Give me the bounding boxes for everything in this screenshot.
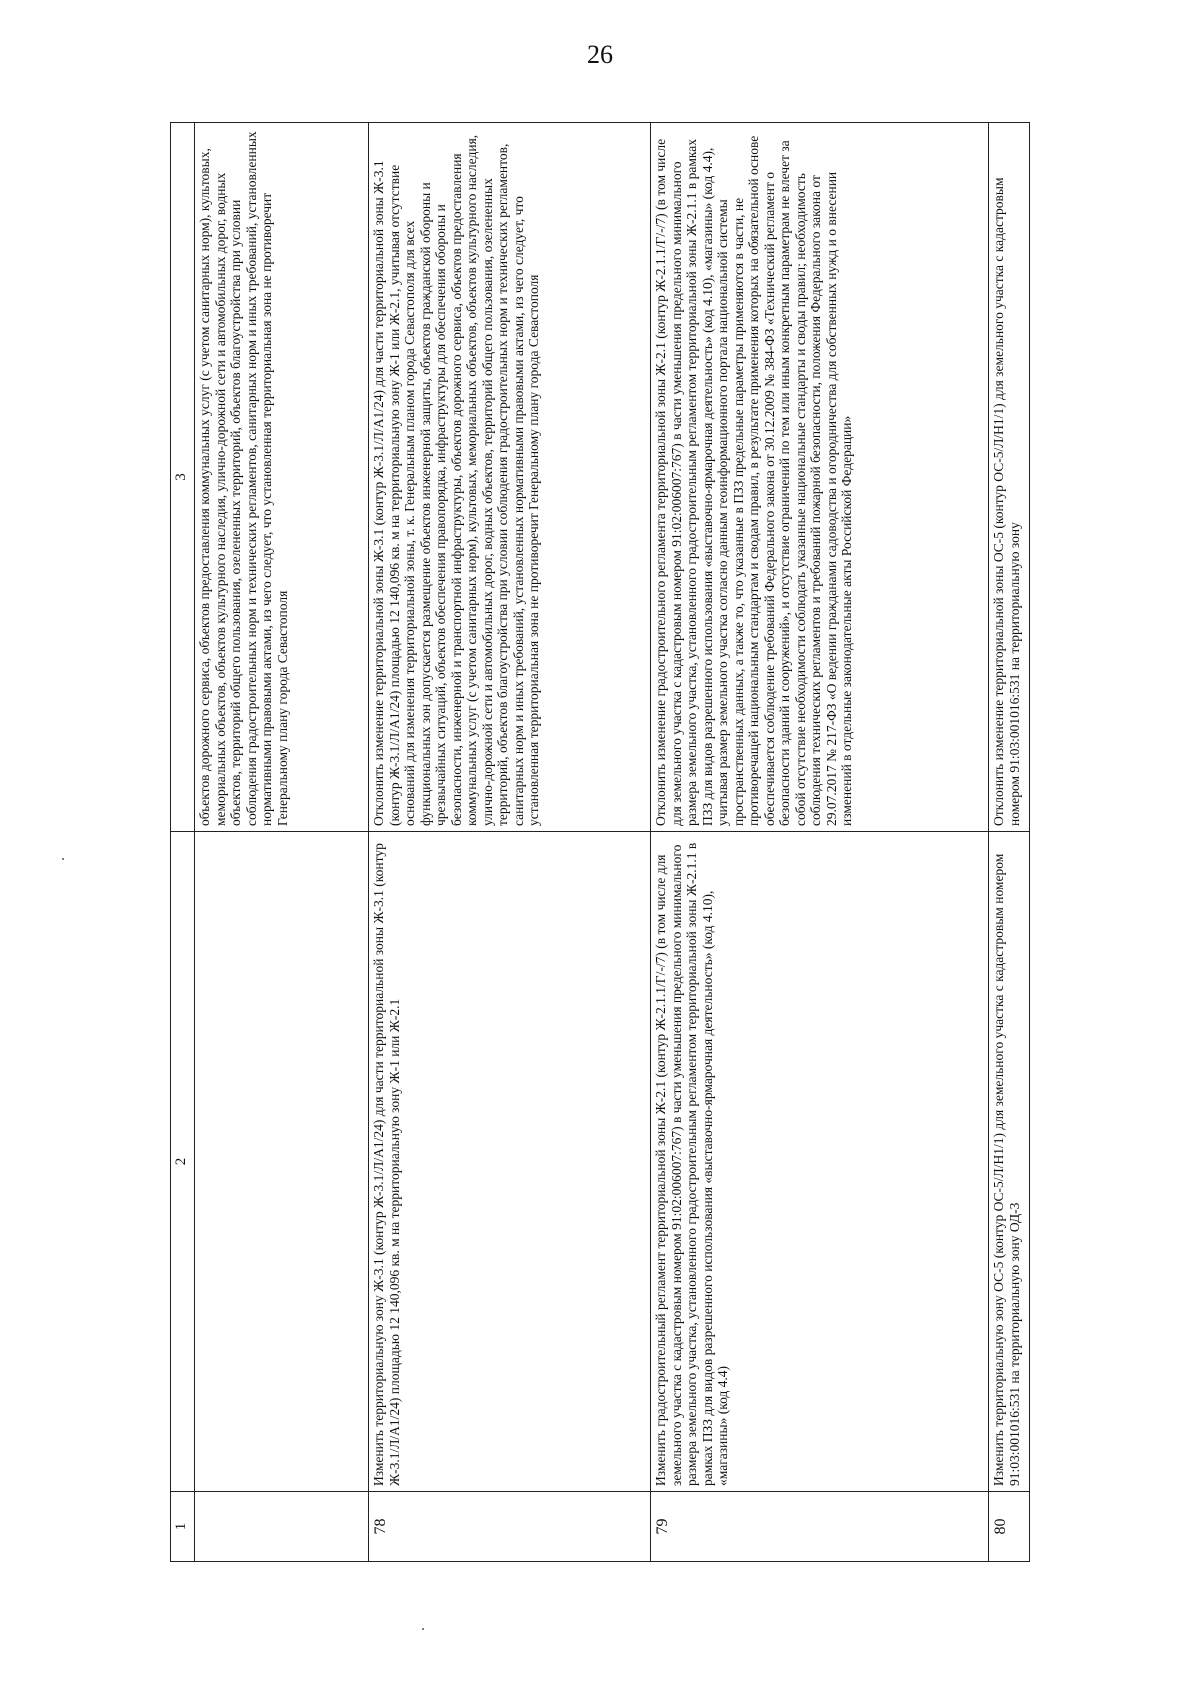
- table-header-row: [171, 123, 195, 1561]
- proposal-cell: Изменить градостроительный регламент территориальной зоны Ж-2.1 (контур Ж-2.1.1/Г/-/7) (в том числе для земельного участка с кадастровым номером 91:02:006007:767) в части уменьшения предельного минимального размера земельного участка, установленного градостроительным регламентом территориальной зоны Ж-2.1.1 в рамках ПЗЗ для видов разрешенного использования «выставочно-ярмарочная деятельность» (код 4.10), «магазины» (код 4.4): [651, 831, 988, 1491]
- table-row-continuation: [195, 123, 369, 1561]
- row-number: 78: [369, 1491, 650, 1561]
- header-col-2: 2: [171, 831, 194, 1491]
- proposal-cell: Изменить территориальную зону Ж-3.1 (контур Ж-3.1/Л/А1/24) для части территориальной зоны Ж-3.1 (контур Ж-3.1/Л/А1/24) площадью 12 140,096 кв. м на территориальную зону Ж-1 или Ж-2.1: [369, 831, 650, 1491]
- scan-speck: [62, 858, 64, 860]
- header-col-3: 3: [173, 473, 189, 481]
- decision-cell: объектов дорожного сервиса, объектов предоставления коммунальных услуг (с учетом санитарных норм), культовых, мемориальных объектов, объектов культурного наследия, улично-дорожной сети и автомобильных дорог, водных объектов, территорий общего пользования, озелененных территорий, объектов благоустройства при условии соблюдения градостроительных норм и технических регламентов, санитарных норм и иных требований, установленных нормативными правовыми актами, из чего следует, что установленная территориальная зона не противоречит Генеральному плану города Севастополя: [197, 131, 290, 826]
- header-col-1: 1: [171, 1491, 194, 1561]
- row-number: [195, 1491, 368, 1561]
- page-number: 26: [587, 40, 613, 69]
- proposal-cell: [195, 831, 368, 1491]
- table-row-80: [989, 123, 1029, 1561]
- row-number: 80: [989, 1491, 1029, 1561]
- proposal-cell: Изменить территориальную зону ОС-5 (контур ОС-5/Л/Н1/1) для земельного участка с кадастровым номером 91:03:001016:531 на территориальную зону ОД-3: [989, 831, 1029, 1491]
- table-row-78: [369, 123, 651, 1561]
- decisions-table: [170, 122, 1030, 1562]
- row-number: 79: [651, 1491, 988, 1561]
- rotated-table-frame: [170, 122, 1030, 1562]
- decision-cell: Отклонить изменение территориальной зоны ОС-5 (контур ОС-5/Л/Н1/1) для земельного участка с кадастровым номером 91:03:001016:531 на территориальную зону: [991, 177, 1022, 826]
- scan-speck: [422, 1628, 424, 1630]
- decision-cell: Отклонить изменение территориальной зоны Ж-3.1 (контур Ж-3.1/Л/А1/24) для части территориальной зоны Ж-3.1 (контур Ж-3.1/Л/А1/24) площадью 12 140,096 кв. м на территориальную зону Ж-1 или Ж-2.1, учитывая отсутствие оснований для изменения территориальной зоны, т. к. Генеральным планом города Севастополя для всех функциональных зон допускается размещение объектов инженерной защиты, объектов гражданской обороны и чрезвычайных ситуаций, объектов обеспечения правопорядка, инфраструктуры для обеспечения обороны и безопасности, инженерной и транспортной инфраструктуры, объектов дорожного сервиса, объектов предоставления коммунальных услуг (с учетом санитарных норм), культовых, мемориальных объектов, объектов культурного наследия, улично-дорожной сети и автомобильных дорог, водных объектов, территорий общего пользования, озелененных территорий, объектов благоустройства при условии соблюдения градостроительных норм и технических регламентов, санитарных норм и иных требований, установленных нормативными правовыми актами, из чего следует, что установленная территориальная зона не противоречит Генеральному плану города Севастополя: [371, 134, 541, 826]
- decision-cell: Отклонить изменение градостроительного регламента территориальной зоны Ж-2.1 (контур Ж-2.1.1/Г/-/7) (в том числе для земельного участка с кадастровым номером 91:02:006007:767) в части уменьшения предельного минимального размера земельного участка, установленного градостроительным регламентом территориальной зоны Ж-2.1.1 в рамках ПЗЗ для видов разрешенного использования «выставочно-ярмарочная деятельность» (код 4.10), «магазины» (код 4.4), учитывая размер земельного участка согласно данным геоинформационного портала национальной системы пространственных данных, а также то, что указанные в ПЗЗ предельные параметры применяются в части, не противоречащей национальным стандартам и сводам правил, в результате применения которых на обязательной основе обеспечивается соблюдение требований Федерального закона от 30.12.2009 № 384-ФЗ «Технический регламент о безопасности зданий и сооружений», и отсутствие ограничений по тем или иным конкретным параметрам не влечет за собой отсутствие необходимости соблюдать указанные национальные стандарты и своды правил; необходимость соблюдения технических регламентов и требований пожарной безопасности, положения Федерального закона от 29.07.2017 № 217-ФЗ «О ведении гражданами садоводства и огородничества для собственных нужд и о внесении изменений в отдельные законодательные акты Российской Федерации»: [653, 135, 854, 826]
- table-row-79: [651, 123, 989, 1561]
